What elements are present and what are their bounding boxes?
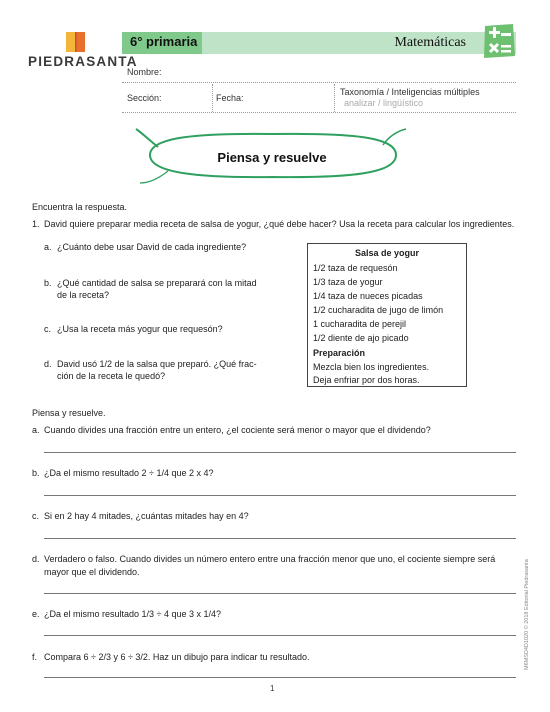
banner-title: Piensa y resuelve — [217, 150, 327, 165]
item-text: ¿Da el mismo resultado 2 ÷ 1/4 que 2 x 4? — [44, 468, 214, 478]
answer-line[interactable] — [44, 495, 516, 496]
header-bottom-line — [122, 112, 516, 113]
taxonomy-label: Taxonomía / Inteligencias múltiples — [340, 87, 480, 97]
section-label: Sección: — [127, 93, 162, 103]
item-text: ¿Da el mismo resultado 1/3 ÷ 4 que 3 x 1/4? — [44, 609, 222, 619]
divider — [334, 84, 335, 112]
q1-text: David quiere preparar media receta de salsa de yogur, ¿qué debe hacer? Usa la receta para calcular los ingredientes. — [44, 219, 515, 229]
q1c-letter: c. — [44, 324, 52, 334]
answer-line[interactable] — [44, 593, 516, 594]
recipe-ingredient: 1/2 taza de requesón — [313, 263, 398, 273]
recipe-prep-step: Deja enfriar por dos horas. — [313, 375, 420, 385]
recipe-ingredient: 1/2 cucharadita de jugo de limón — [313, 305, 444, 315]
taxonomy-value: analizar / lingüístico — [344, 98, 424, 108]
item-letter: e. — [32, 609, 40, 619]
intro-text: Encuentra la respuesta. — [32, 202, 128, 212]
piedrasanta-book-logo-icon — [63, 30, 89, 54]
q1-number: 1. — [32, 219, 40, 229]
item-text: Si en 2 hay 4 mitades, ¿cuántas mitades hay en 4? — [44, 511, 249, 521]
answer-line[interactable] — [44, 452, 516, 453]
subject-title: Matemáticas — [394, 35, 466, 50]
answer-line[interactable] — [44, 635, 516, 636]
name-label: Nombre: — [127, 67, 162, 77]
item-letter: d. — [32, 554, 40, 564]
answer-line[interactable] — [44, 677, 516, 678]
recipe-prep-step: Mezcla bien los ingredientes. — [313, 362, 430, 372]
answer-line[interactable] — [44, 538, 516, 539]
name-line[interactable] — [122, 82, 516, 83]
q1a-letter: a. — [44, 242, 52, 252]
item-line1: Verdadero o falso. Cuando divides un número entero entre una fracción menor que uno, el cociente siempre será — [44, 554, 496, 564]
q1b-line2: de la receta? — [57, 290, 110, 300]
item-line2: mayor que el dividendo. — [44, 567, 140, 577]
item-text: Compara 6 ÷ 2/3 y 6 ÷ 3/2. Haz un dibujo para indicar tu resultado. — [44, 652, 310, 662]
logo-text: PIEDRASANTA — [28, 54, 138, 69]
q1c-text: ¿Usa la receta más yogur que requesón? — [57, 324, 223, 334]
recipe-ingredient: 1/4 taza de nueces picadas — [313, 291, 423, 301]
q1a-text: ¿Cuánto debe usar David de cada ingrediente? — [57, 242, 247, 252]
section2-title: Piensa y resuelve. — [32, 408, 106, 418]
item-letter: a. — [32, 425, 40, 435]
recipe-ingredient: 1/2 diente de ajo picado — [313, 333, 409, 343]
recipe-title: Salsa de yogur — [354, 248, 420, 258]
math-operations-icon — [481, 22, 517, 60]
q1d-line2: ción de la receta le quedó? — [57, 371, 166, 381]
divider — [212, 84, 213, 112]
item-text: Cuando divides una fracción entre un entero, ¿el cociente será menor o mayor que el dividendo? — [44, 425, 431, 435]
recipe-ingredient: 1 cucharadita de perejil — [313, 319, 407, 329]
recipe-prep-title: Preparación — [313, 348, 366, 358]
page-number: 1 — [270, 684, 275, 693]
item-letter: c. — [32, 511, 40, 521]
grade-label: 6° primaria — [130, 34, 198, 49]
q1b-letter: b. — [44, 278, 52, 288]
q1d-letter: d. — [44, 359, 52, 369]
item-letter: f. — [32, 652, 38, 662]
q1d-line1: David usó 1/2 de la salsa que preparó. ¿Qué frac- — [57, 359, 257, 369]
date-label: Fecha: — [216, 93, 244, 103]
recipe-ingredient: 1/3 taza de yogur — [313, 277, 383, 287]
item-letter: b. — [32, 468, 40, 478]
copyright-side-text: M6MSD4D1020 © 2018 Editorial Piedrasanta — [524, 559, 530, 670]
q1b-line1: ¿Qué cantidad de salsa se preparará con la mitad — [57, 278, 257, 288]
